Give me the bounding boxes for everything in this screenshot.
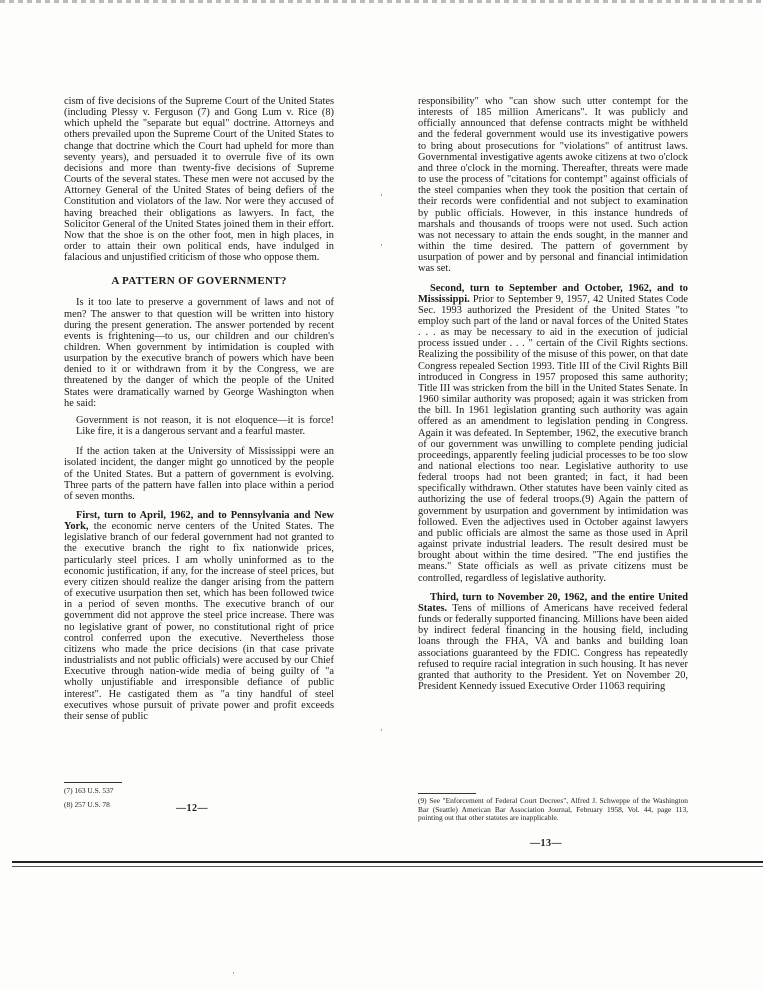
footnote-9: (9) See "Enforcement of Federal Court Decrees", Alfred J. Schweppe of the Washington Bar (Seattle) American Bar Association Journal, February 1958, Vol. 44, page 113, pointing out that other statutes are inapplicable.: [418, 796, 688, 823]
paragraph-body: Prior to September 9, 1957, 42 United States Code Sec. 1993 authorized the President of the United States "to employ such part of the land or naval forces of the United States . . . as may be necessary to aid in the execution of judicial process issued under . . . " certain of the Civil Rights sections. Realizing the possibility of the misuse of this power, on that date Congress repealed Section 1993. Title III of the Civil Rights Bill introduced in Congress in 1957 proposed this same authority; Title III was stricken from the bill in the United States Senate. In 1960 similar authority was proposed; again it was stricken from the bill. In 1961 legislation granting such authority was again offered as an amendment to legislation pending in Congress. Again it was defeated. In September, 1962, the executive branch of our government was unwilling to complete pending judicial proceedings, apparently feeling judicial processes to be too slow and national elections too near. Legislative authority to use federal troops had not been granted; in fact, it had been specifically withdrawn. Other statutes have been vainly cited as authorizing the use of federal troops.(9) Again the pattern of government by usurpation and government by intimidation was followed. Even the adjectives used in October against lawyers and public officials are almost the same as those used in April against private industrial leaders. The result desired must be brought about within the time desired. "The end justifies the means." State officials as well as private citizens must be controlled, regardless of legislative authority.: [418, 293, 688, 584]
footnote-rule-left: [64, 782, 122, 783]
scan-speck: ·: [380, 240, 383, 250]
left-paragraph-3: If the action taken at the University of Mississippi were an isolated incident, the danger might go unnoticed by the people of the United States. But a pattern of government is evolving. Three parts of the pattern have fallen into place within a period of seven months.: [64, 446, 334, 502]
footnote-7: (7) 163 U.S. 537: [64, 786, 114, 795]
left-paragraph-1: cism of five decisions of the Supreme Court of the United States (including Plessy v. Ferguson (7) and Gong Lum v. Rice (8) which upheld the "separate but equal" doctrine. Attorneys and others prevailed upon the Supreme Court of the United States to change that doctrine which the Court had upheld for more than seventy years), and persuaded it to overrule five of its own decisions and more than twenty-five decisions of Supreme Courts of the several states. These men were not accused by the Attorney General of the United States of being defiers of the Constitution and violators of the law. Nor were they accused of having breached their obligations as lawyers. In fact, the Solicitor General of the United States joined them in their effort. Now that the shoe is on the other foot, men in high places, in order to attain their own political ends, have indulged in falacious and unjustified criticism of those who oppose them.: [64, 96, 334, 264]
paragraph-lead-third: Third, turn to November 20, 1962, and the entire United States.: [418, 591, 688, 614]
section-heading: A PATTERN OF GOVERNMENT?: [111, 275, 287, 288]
footnote-8: (8) 257 U.S. 78: [64, 799, 110, 809]
scan-top-border: [0, 0, 763, 3]
paragraph-lead-first: First, turn to April, 1962, and to Pennsylvania and New York,: [64, 510, 334, 533]
right-footnotes: [418, 797, 688, 823]
paragraph-body: the economic nerve centers of the United States. The legislative branch of our federal government had not granted to the executive branch the right to fix nationwide prices, particularly steel prices. I am wholly uninformed as to the economic justification, if any, for the increase of steel prices, but every citizen should realize the danger arising from the pattern of executive usurpation then set, which has been followed twice in a period of seven months. The executive branch of our government did not approve the steel price increase. There was no legislative grant of power, no constitutional right of price control conferred upon the executive. Nevertheless those citizens who made the price decisions (in that case private industrialists and not public officials) were accused by our Chief Executive through nation-wide media of being guilty of "a wholly unjustifiable and irresponsible defiance of public interest". He castigated them as "a tiny handful of steel executives whose pursuit of private power and profit exceeds their sense of public: [64, 521, 334, 722]
footnote-rule-right: [418, 793, 476, 794]
scan-edge-line: [12, 866, 763, 867]
right-paragraph-1: responsibility" who "can show such utter contempt for the interests of 185 million Americans". It was publicly and officially announced that defense contracts might be withheld and the federal government would use its investigative powers to bring about prosecutions for "violations" of antitrust laws. Governmental investigative agents awoke citizens at two o'clock and three o'clock in the morning. Thereafter, threats were made to use the process of "citations for contempt" against officials of the steel companies when they took the position that certain of their records were confidential and not subject to examination by public officials. However, in this instance hundreds of marshals and thousands of troops were not used. Such action was not necessary to attain the ends sought, in the manner and within the time desired. The pattern of government by usurpation of power and by personal and financial intimidation was set.: [418, 96, 688, 275]
right-paragraph-2: [418, 283, 688, 584]
page-number-12: —12—: [176, 803, 208, 814]
scan-speck: ·: [232, 968, 235, 978]
page-number-13: —13—: [530, 838, 562, 849]
paragraph-lead-second: Second, turn to September and October, 1962, and to Mississippi.: [418, 282, 688, 305]
right-page-column: [418, 96, 688, 692]
scan-edge-line: [12, 861, 763, 863]
scan-speck: ·: [380, 725, 383, 735]
washington-quote: Government is not reason, it is not eloquence—it is force! Like fire, it is a dangerous servant and a fearful master.: [76, 414, 334, 438]
scan-speck: ·: [380, 190, 383, 200]
left-footnotes: [64, 787, 184, 809]
right-paragraph-3: [418, 592, 688, 692]
left-paragraph-4: [64, 510, 334, 722]
left-paragraph-2: Is it too late to preserve a government of laws and not of men? The answer to that question will be written into history during the present generation. The answer portended by recent events is frightening—to us, our children and our children's children. When government by intimidation is coupled with usurpation by the executive branch of powers which have been denied to it or withdrawn from it by the Congress, we are threatened by the danger of which the people of the United States were dramatically warned by George Washington when he said:: [64, 297, 334, 409]
left-page-column: [64, 96, 334, 722]
paragraph-body: Tens of millions of Americans have received federal funds or federally supported financing. Millions have been aided by indirect federal financing in the housing field, including loans through the FHA, VA and banks and building loan associations guaranteed by the FDIC. Congress has repeatedly refused to require racial integration in such housing. It has never granted that authority to the President. Yet on November 20, President Kennedy issued Executive Order 11063 requiring: [418, 602, 688, 692]
